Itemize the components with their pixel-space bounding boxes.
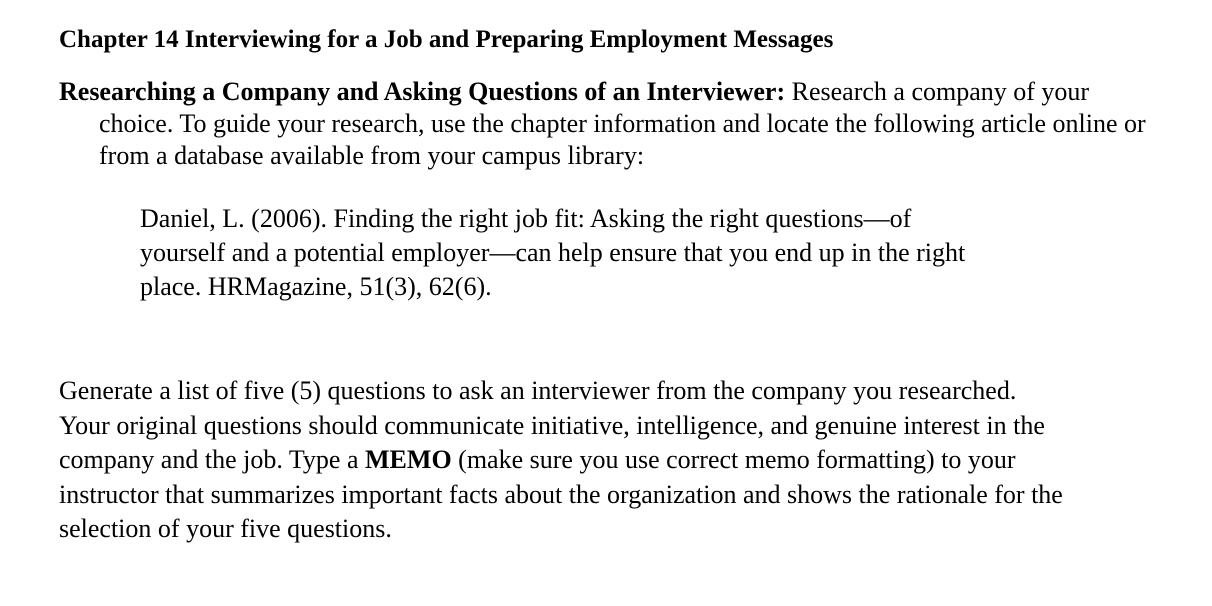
instructions-line-3-end: (make sure you use correct memo formatting) to your xyxy=(451,445,1016,474)
assignment-heading: Researching a Company and Asking Questions of an Interviewer: xyxy=(59,77,786,106)
assignment-paragraph xyxy=(59,76,1159,172)
instructions-line-3-start: company and the job. Type a xyxy=(59,445,366,474)
article-citation xyxy=(140,202,1040,304)
instructions-paragraph xyxy=(59,374,1159,547)
memo-keyword: MEMO xyxy=(365,445,452,474)
citation-line-2: yourself and a potential employer—can help ensure that you end up in the right xyxy=(140,238,966,267)
citation-line-3: place. HRMagazine, 51(3), 62(6). xyxy=(140,272,492,301)
citation-line-1: Daniel, L. (2006). Finding the right job fit: Asking the right questions—of xyxy=(140,204,912,233)
assignment-line-3: article online or from a database available from your campus library: xyxy=(99,109,1146,170)
instructions-line-3 xyxy=(59,443,1159,478)
chapter-title: Chapter 14 Interviewing for a Job and Preparing Employment Messages xyxy=(59,26,834,53)
instructions-line-1: Generate a list of five (5) questions to ask an interviewer from the company you researched. xyxy=(59,376,1017,405)
assignment-line-1: Research a company of xyxy=(785,77,1035,106)
instructions-line-2: Your original questions should communicate initiative, intelligence, and genuine interest in the xyxy=(59,410,1045,440)
instructions-line-4: instructor that summarizes important facts about the organization and shows the rationale for the xyxy=(59,479,1063,509)
instructions-line-5: selection of your five questions. xyxy=(59,514,392,543)
assignment-line-2: your choice. To guide your research, use the chapter information and locate the following xyxy=(99,77,1090,138)
